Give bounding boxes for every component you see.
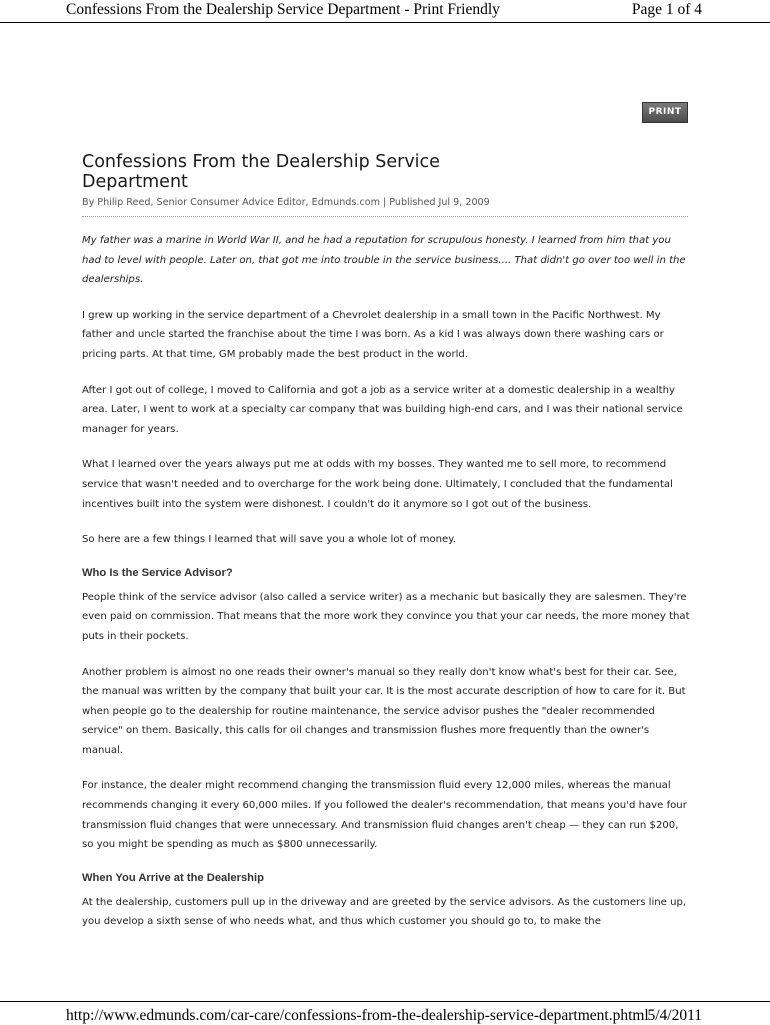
paragraph: Another problem is almost no one reads their owner's manual so they really don't know what's best for their car. See, the manual was written by the company that built your car. It is the most accurate description of how to care for it. But when people go to the dealership for routine maintenance, the service advisor pushes the "dealer recommended service" on them. Basically, this calls for oil changes and transmission flushes more frequently than the owner's manual. — [82, 666, 686, 756]
article — [82, 152, 690, 932]
article-title: Confessions From the Dealership Service Department — [82, 152, 440, 192]
print-button[interactable]: PRINT — [642, 102, 688, 123]
page-url: http://www.edmunds.com/car-care/confessions-from-the-dealership-service-department.phtml — [66, 1007, 649, 1024]
paragraph: What I learned over the years always put me at odds with my bosses. They wanted me to sell more, to recommend service that wasn't needed and to overcharge for the work being done. Ultimately, I concluded that the fundamental incentives built into the system were dishonest. I couldn't do it anymore so I got out of the business. — [82, 459, 673, 510]
paragraph: I grew up working in the service department of a Chevrolet dealership in a small town in the Pacific Northwest. My father and uncle started the franchise about the time I was born. As a kid I was always down there washing cars or pricing parts. At that time, GM probably made the best product in the world. — [82, 309, 664, 360]
print-date: 5/4/2011 — [647, 1007, 702, 1024]
paragraph: So here are a few things I learned that will save you a whole lot of money. — [82, 534, 456, 546]
paragraph: After I got out of college, I moved to California and got a job as a service writer at a domestic dealership in a wealthy area. Later, I went to work at a specialty car company that was building high-end cars, and I was their national service manager for years. — [82, 384, 683, 435]
byline: By Philip Reed, Senior Consumer Advice Editor, Edmunds.com | Published Jul 9, 2009 — [82, 197, 490, 208]
page-number: Page 1 of 4 — [631, 1, 702, 18]
paragraph: For instance, the dealer might recommend changing the transmission fluid every 12,000 miles, whereas the manual recommends changing it every 60,000 miles. If you followed the dealer's recommendation, that means you'd have four transmission fluid changes that were unnecessary. And transmission fluid changes aren't cheap — they can run $200, so you might be spending as much as $800 unnecessarily. — [82, 780, 687, 851]
paragraph: People think of the service advisor (also called a service writer) as a mechanic but basically they are salesmen. They're even paid on commission. That means that the more work they convince you that your car needs, the more money that puts in their pockets. — [82, 591, 690, 642]
lead-paragraph: My father was a marine in World War II, and he had a reputation for scrupulous honesty. I learned from him that you had to level with people. Later on, that got me into trouble in the service business.... That didn't go over too well in the dealerships. — [82, 235, 686, 286]
section-heading: When You Arrive at the Dealership — [82, 871, 264, 884]
print-header — [0, 0, 770, 23]
divider — [82, 216, 688, 217]
print-footer — [0, 1001, 770, 1025]
section-heading: Who Is the Service Advisor? — [82, 566, 233, 579]
paragraph: At the dealership, customers pull up in the driveway and are greeted by the service advisors. As the customers line up, you develop a sixth sense of who needs what, and thus which customer you should go to, to make the — [82, 896, 687, 928]
print-header-title: Confessions From the Dealership Service Department - Print Friendly — [66, 1, 500, 18]
